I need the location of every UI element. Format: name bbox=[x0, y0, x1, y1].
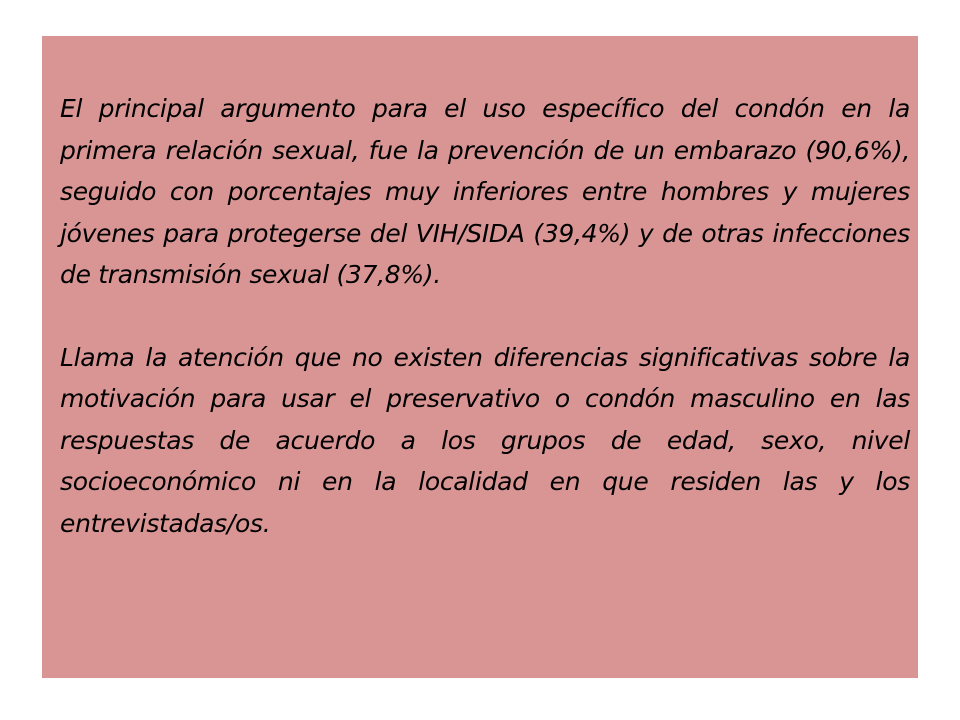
paragraph-condom-argument: El principal argumento para el uso específico del condón en la primera relación sexual, fue la prevención de un embarazo (90,6%), seguido con porcentajes muy inferiores entre hombres y mujeres jóvenes para protegerse del VIH/SIDA (39,4%) y de otras infecciones de transmisión sexual (37,8%). bbox=[60, 94, 910, 289]
text-box bbox=[42, 36, 918, 678]
paragraph-spacer bbox=[60, 296, 910, 337]
paragraph-no-differences: Llama la atención que no existen diferencias significativas sobre la motivación para usar el preservativo o condón masculino en las respuestas de acuerdo a los grupos de edad, sexo, nivel socioeconómico ni en la localidad en que residen las y los entrevistadas/os. bbox=[60, 342, 910, 538]
